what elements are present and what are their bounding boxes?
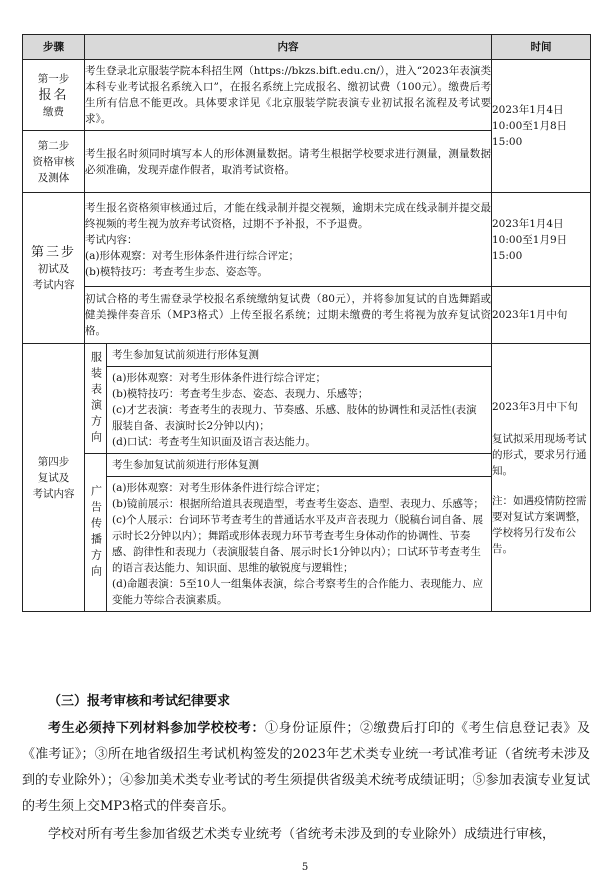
group2-item: (d)命题表演：5至10人一组集体表演，综合考察考生的合作能力、表现能力、应变能力等综合表演素质。 xyxy=(112,578,483,606)
section-paragraph-1 xyxy=(22,716,590,820)
step2-label-line: 资格审核 xyxy=(32,155,75,168)
step3-time: 2023年1月4日10:00至1月9日15:00 xyxy=(492,193,591,287)
section-paragraph-2: 学校对所有考生参加省级艺术类专业统考（省统考未涉及到的专业除外）成绩进行审核， xyxy=(48,827,556,842)
step3-content-line: (b)模特技巧：考查考生步态、姿态等。 xyxy=(85,265,268,278)
group1-content xyxy=(107,344,492,454)
step3-content xyxy=(85,193,492,287)
step1-label-line: 报名 xyxy=(38,87,69,103)
step4-label-line: 复试及 xyxy=(37,471,70,484)
schedule-table xyxy=(22,34,591,612)
step3-label-line: 初试及 xyxy=(37,262,70,275)
group1-item: (c)才艺表演：考查考生的表现力、节奏感、乐感、肢体的协调性和灵活性(表演服装自备、表演时长2分钟以内)； xyxy=(112,404,477,432)
step3-label-line: 考试内容 xyxy=(32,278,75,291)
page-number: 5 xyxy=(301,862,309,873)
step4-label xyxy=(23,344,85,612)
step4-note1: 复试拟采用现场考试的形式，要求另行通知。 xyxy=(492,432,587,477)
group2-item: (c)个人展示：台词环节考查考生的普通话水平及声音表现力（脱稿台词自备、展示时长2分钟以内）；舞蹈或形体表现力环节考查考生身体动作的协调性、节奏感、韵律性和表现力（表演服装自备、展示时长1分钟以内）；口试环节考查考生的语言表达能力、知识面、思维的敏锐度与逻辑性； xyxy=(112,514,484,574)
group2-content xyxy=(107,454,492,612)
step3-label-line: 第三步 xyxy=(30,244,76,260)
group2-item: (b)镜前展示：根据所给道具表现造型，考查考生姿态、造型、表现力、乐感等； xyxy=(112,498,484,510)
step4-note2: 注：如遇疫情防控需要对复试方案调整，学校将另行发布公告。 xyxy=(492,494,587,555)
step2-label-line: 第二步 xyxy=(37,139,70,152)
step1-time: 2023年1月4日10:00至1月8日15:00 xyxy=(492,60,591,193)
group1-item: (d)口试：考查考生知识面及语言表达能力。 xyxy=(112,436,316,448)
group1-item: (b)模特技巧：考查考生步态、姿态、表现力、乐感等； xyxy=(112,388,369,400)
group2-label-cell xyxy=(85,454,107,612)
group2-items xyxy=(107,477,491,611)
step4-label-line: 第四步 xyxy=(37,455,70,468)
step3-content-line: (a)形体观察：对考生形体条件进行综合评定； xyxy=(85,249,299,262)
header-time: 时间 xyxy=(492,35,591,60)
paragraph-1-rest: ①身份证原件；②缴费后打印的《考生信息登记表》及《准考证》；③所在地省级招生考试机构签发的2023年艺术类专业统一考试准考证（省统考未涉及到的专业除外）；④参加美术类专业考试的考生须提供省级美术统考成绩证明；⑤参加表演专业复试的考生须上交MP3格式的伴奏音乐。 xyxy=(22,721,590,814)
group2-head: 考生参加复试前须进行形体复测 xyxy=(107,454,491,477)
step1-label-line: 第一步 xyxy=(37,72,70,85)
step2-label-line: 及测体 xyxy=(37,171,70,184)
step2-content: 考生报名时须同时填写本人的形体测量数据。请考生根据学校要求进行测量，测量数据必须准确，发现弄虚作假者，取消考试资格。 xyxy=(85,131,492,193)
step2-label xyxy=(23,131,85,193)
group1-label: 服装表演方向 xyxy=(89,350,103,447)
group2-item: (a)形体观察：对考生形体条件进行综合评定； xyxy=(112,482,326,494)
step3-retest-time: 2023年1月中旬 xyxy=(492,287,591,344)
step1-label-line: 缴费 xyxy=(43,105,64,118)
step3-content-line: 考生报名资格须审核通过后，才能在线录制并提交视频，逾期未完成在线录制并提交最终视频的考生视为放弃考试资格，过期不予补报，不予退费。 xyxy=(85,201,491,230)
paragraph-1-lead: 考生必须持下列材料参加学校校考： xyxy=(48,721,266,736)
group2-label: 广告传播方向 xyxy=(89,484,103,581)
step3-content-line: 考试内容： xyxy=(85,233,138,246)
step4-time: 2023年3月中下旬 xyxy=(492,400,578,413)
header-content: 内容 xyxy=(85,35,492,60)
header-step: 步骤 xyxy=(23,35,85,60)
section-heading: （三）报考审核和考试纪律要求 xyxy=(48,694,231,709)
step1-content: 考生登录北京服装学院本科招生网（https://bkzs.bift.edu.cn/），进入“2023年表演类本科专业考试报名系统入口”，在报名系统上完成报名、缴初试费（100元）。缴费后考生所有信息不能更改。具体要求详见《北京服装学院表演专业初试报名流程及考试要求》。 xyxy=(85,60,492,131)
step1-label xyxy=(23,60,85,131)
step4-label-line: 考试内容 xyxy=(32,487,75,500)
step3-label xyxy=(23,193,85,344)
group1-items xyxy=(107,367,491,453)
step4-time-cell xyxy=(492,344,591,612)
group1-item: (a)形体观察：对考生形体条件进行综合评定； xyxy=(112,372,326,384)
step3-retest-content: 初试合格的考生需登录学校报名系统缴纳复试费（80元），并将参加复试的自选舞蹈或健美操伴奏音乐（MP3格式）上传至报名系统；过期未缴费的考生将视为放弃复试资格。 xyxy=(85,287,492,344)
group1-head: 考生参加复试前须进行形体复测 xyxy=(107,344,491,367)
group1-label-cell xyxy=(85,344,107,454)
